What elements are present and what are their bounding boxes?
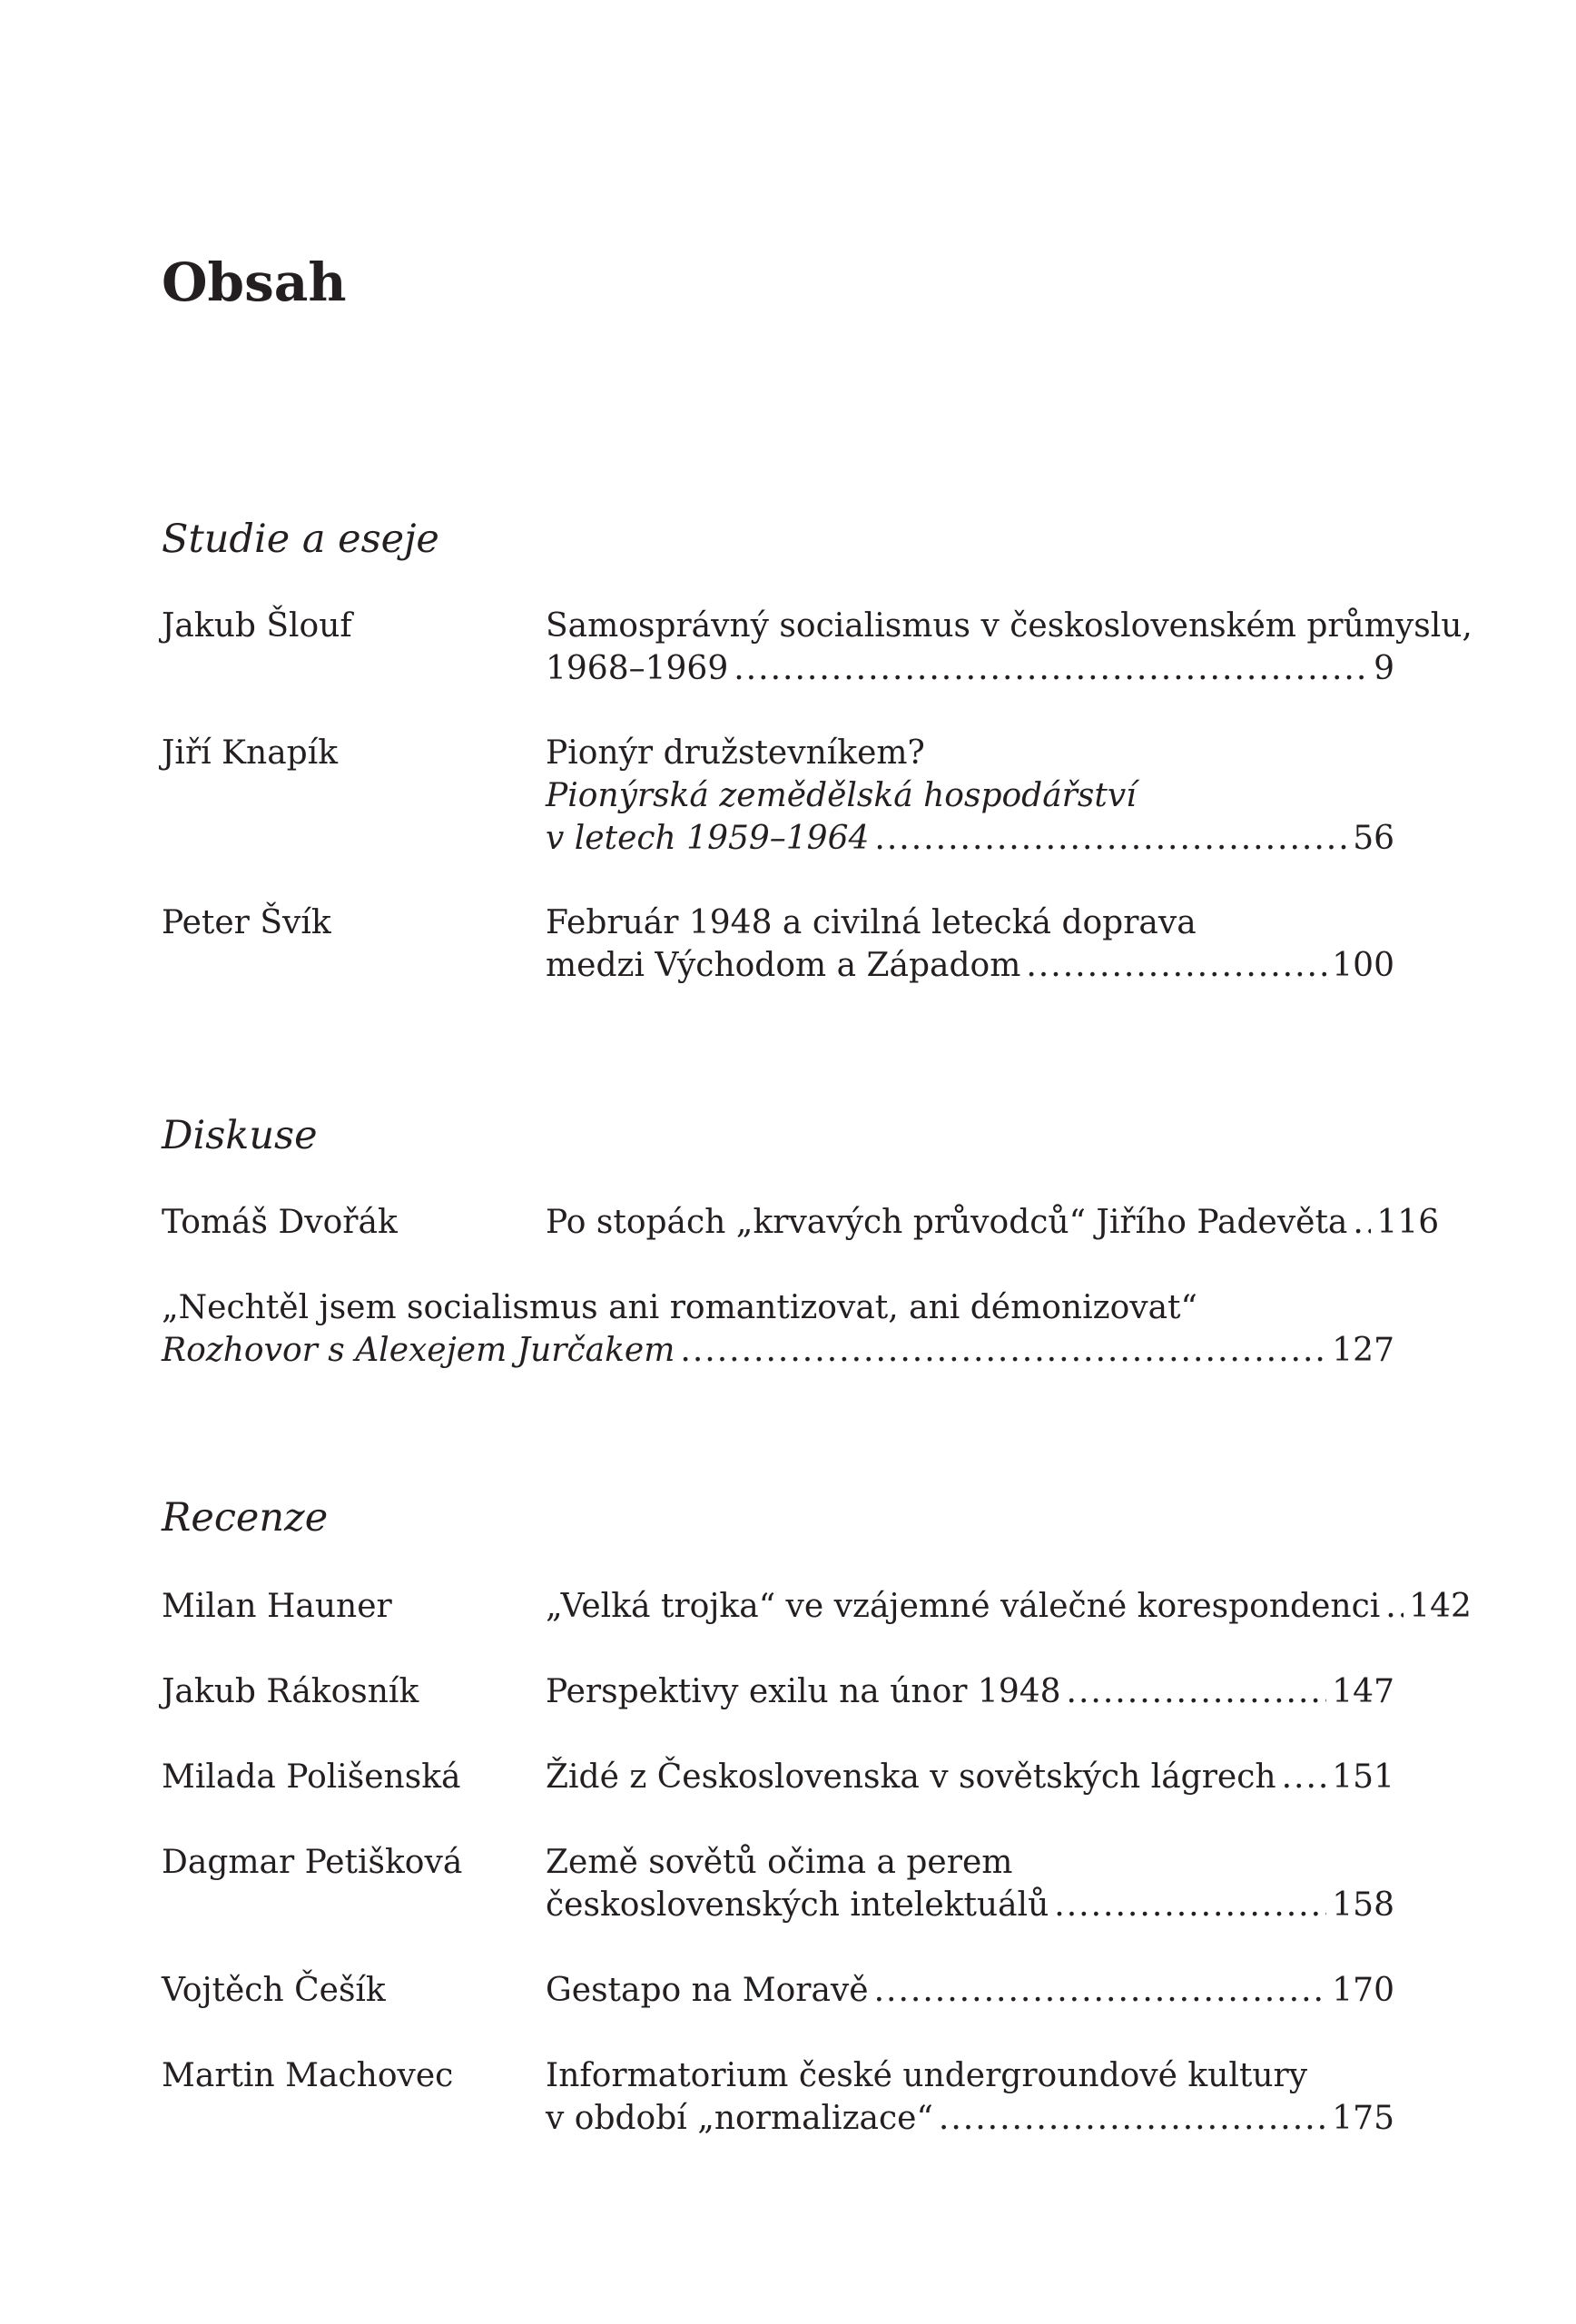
dot-leader [1385,1585,1404,1628]
entry-title-line: „Velká trojka“ ve vzájemné válečné korespondenci [546,1588,1381,1625]
toc-entry[interactable] [546,1585,1472,1628]
dot-leader [734,647,1368,690]
toc-entry[interactable] [546,732,1394,860]
dot-leader [1282,1756,1327,1798]
page-number: 116 [1376,1204,1440,1241]
page-number: 170 [1332,1972,1394,2009]
dot-leader [1353,1201,1371,1244]
entry-title-line: československých intelektuálů [546,1886,1049,1924]
entry-title-line: Gestapo na Moravě [546,1972,869,2009]
page-title: Obsah [162,251,347,313]
toc-entry[interactable] [546,1670,1394,1713]
entry-title-line: Pionýr družstevníkem? [546,734,925,772]
entry-title-line: Židé z Československa v sovětských lágrech [546,1758,1276,1796]
page-number: 142 [1409,1588,1472,1625]
toc-entry[interactable] [546,1201,1440,1244]
section-heading-studie: Studie a eseje [162,517,439,562]
entry-title-line: Po stopách „krvavých průvodců“ Jiřího Padevěta [546,1204,1348,1241]
entry-title-line: Země sovětů očima a perem [546,1844,1013,1881]
entry-author: Tomáš Dvořák [162,1204,398,1241]
entry-subtitle-line: Pionýrská zemědělská hospodářství [546,777,1137,814]
dot-leader [1026,944,1326,987]
page-number: 175 [1332,2100,1394,2137]
page-number: 100 [1332,947,1394,984]
page-number: 151 [1332,1758,1394,1796]
entry-author: Milada Polišenská [162,1758,461,1796]
entry-author: Peter Švík [162,904,331,941]
dot-leader [680,1329,1326,1372]
entry-author: Martin Machovec [162,2057,454,2094]
toc-entry[interactable] [546,605,1473,690]
toc-entry[interactable] [546,1969,1394,2012]
entry-author: Jakub Rákosník [162,1673,419,1710]
dot-leader [939,2097,1326,2140]
entry-author: Vojtěch Češík [162,1972,386,2009]
entry-author: Jiří Knapík [162,734,339,772]
toc-entry[interactable] [546,1756,1394,1798]
toc-entry[interactable] [162,1286,1394,1372]
entry-title-line: v období „normalizace“ [546,2100,933,2137]
entry-title-line: medzi Východom a Západom [546,947,1021,984]
section-heading-recenze: Recenze [162,1495,329,1541]
dot-leader [874,1969,1327,2012]
entry-author: Milan Hauner [162,1588,392,1625]
entry-author: Jakub Šlouf [162,607,352,645]
dot-leader [1054,1884,1326,1926]
entry-author: Dagmar Petišková [162,1844,463,1881]
entry-title-line: Informatorium české undergroundové kultury [546,2057,1308,2094]
toc-entry[interactable] [546,1841,1394,1926]
entry-subtitle-line: Rozhovor s Alexejem Jurčakem [162,1332,675,1369]
toc-entry[interactable] [546,901,1394,987]
entry-subtitle-line: v letech 1959–1964 [546,820,870,857]
section-heading-diskuse: Diskuse [162,1113,318,1158]
entry-title-line: Február 1948 a civilná letecká doprava [546,904,1197,941]
entry-title-line: Samosprávný socialismus v československém průmyslu, [546,607,1473,645]
entry-title-line: 1968–1969 [546,650,729,687]
dot-leader [874,817,1347,860]
page-number: 56 [1353,820,1394,857]
page-number: 147 [1332,1673,1394,1710]
entry-title-line: Perspektivy exilu na únor 1948 [546,1673,1061,1710]
page-number: 9 [1374,650,1394,687]
toc-entry[interactable] [546,2054,1394,2140]
entry-title-line: „Nechtěl jsem socialismus ani romantizovat, ani démonizovat“ [162,1289,1197,1326]
dot-leader [1067,1670,1327,1713]
page-number: 127 [1332,1332,1394,1369]
page-number: 158 [1332,1886,1394,1924]
